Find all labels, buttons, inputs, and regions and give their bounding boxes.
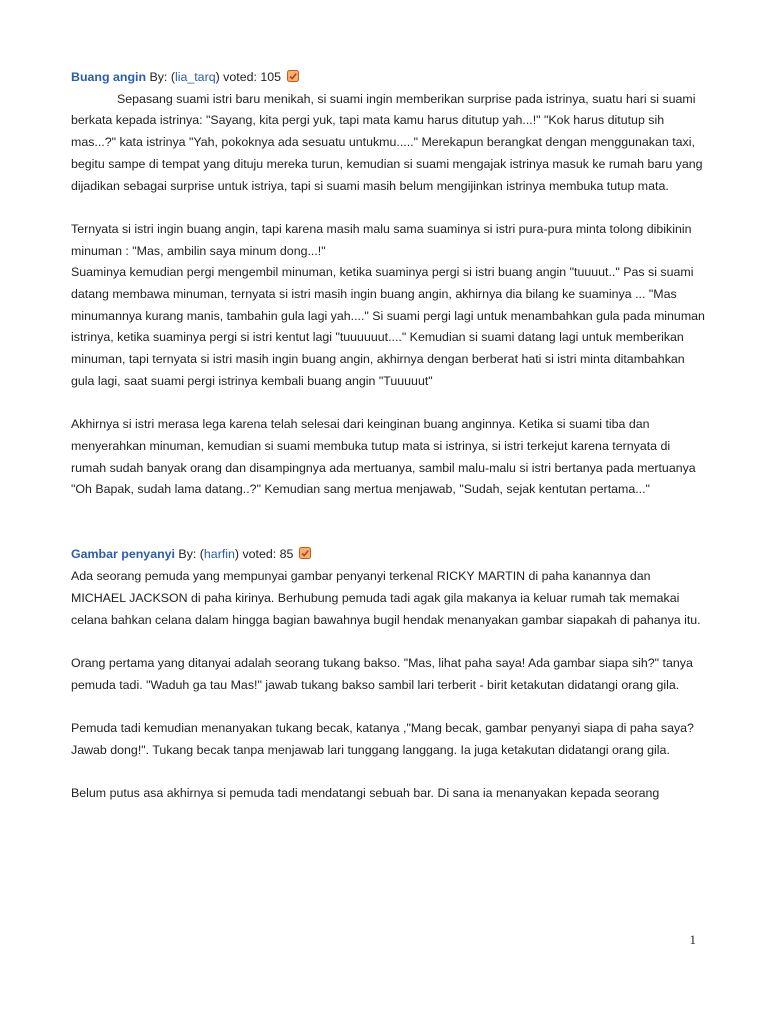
story-paragraph: Suaminya kemudian pergi mengembil minuman, ketika suaminya pergi si istri buang angin "tuuuut.." Pas si suami datang membawa minuman, ternyata si istri masih ingin buang angin, akhirnya dia bilang ke suaminya ... "Mas minumannya kurang manis, tambahin gula lagi yah...." Si suami pergi lagi untuk menambahkan gula pada minuman istrinya, ketika suaminya pergi si istri kentut lagi "tuuuuuut...." Kemudian si suami datang lagi untuk memberikan minuman, tapi ternyata si istri masih ingin buang angin, akhirnya dengan berberat hati si istri minta ditambahkan gula lagi, saat suami pergi istrinya kembali buang angin "Tuuuuut" — [71, 265, 705, 388]
story-paragraph: Sepasang suami istri baru menikah, si suami ingin memberikan surprise pada istrinya, suatu hari si suami berkata kepada istrinya: "Sayang, kita pergi yuk, tapi mata kamu harus ditutup yah...!" "Kok harus ditutup sih mas...?" kata istrinya "Yah, pokoknya ada sesuatu untukmu....." Merekapun berangkat dengan menggunakan taxi, begitu sampe di tempat yang dituju mereka turun, kemudian si suami mengajak istrinya masuk ke rumah baru yang dijadikan sebagai surprise untuk istriya, tapi si suami masih belum mengijinkan istrinya membuka tutup mata. — [71, 91, 703, 193]
story-header — [71, 544, 707, 566]
story-author-link[interactable]: harfin — [203, 547, 235, 562]
document-content — [71, 67, 707, 805]
vote-badge-icon[interactable] — [287, 68, 299, 80]
story-paragraph: Ternyata si istri ingin buang angin, tapi karena masih malu sama suaminya si istri pura-pura minta tolong dibikinin minuman : "Mas, ambilin saya minum dong...!" — [71, 221, 692, 258]
story-gambar-penyanyi — [71, 544, 707, 804]
story-by-label: By: ( — [146, 70, 175, 84]
story-title-link[interactable]: Buang angin — [71, 70, 147, 84]
vote-badge-icon[interactable] — [299, 545, 311, 557]
story-author-link[interactable]: lia_tarq — [174, 70, 216, 84]
story-buang-angin — [71, 67, 707, 501]
story-voted-label: ) voted: 105 — [215, 70, 282, 84]
page-number: 1 — [689, 932, 696, 947]
story-paragraph: Ada seorang pemuda yang mempunyai gambar penyanyi terkenal RICKY MARTIN di paha kanannya dan MICHAEL JACKSON di paha kirinya. Berhubung pemuda tadi agak gila makanya ia keluar rumah tak memakai celana bahkan celana dalam hingga bagian bawahnya bugil hendak menanyakan gambar siapakah di pahanya itu. — [71, 569, 701, 627]
story-paragraph: Orang pertama yang ditanyai adalah seorang tukang bakso. "Mas, lihat paha saya! Ada gambar siapa sih?" tanya pemuda tadi. "Waduh ga tau Mas!" jawab tukang bakso sambil lari terberit - birit ketakutan didatangi orang gila. — [71, 655, 693, 692]
story-paragraph: Belum putus asa akhirnya si pemuda tadi mendatangi sebuah bar. Di sana ia menanyakan kepada seorang — [71, 786, 660, 801]
story-paragraph: Akhirnya si istri merasa lega karena telah selesai dari keinginan buang anginnya. Ketika si suami tiba dan menyerahkan minuman, kemudian si suami membuka tutup mata si istrinya, si istri terkejut karena ternyata di rumah sudah banyak orang dan disampingnya ada mertuanya, sambil malu-malu si istri bertanya pada mertuanya "Oh Bapak, sudah lama datang..?" Kemudian sang mertua menjawab, "Sudah, sejak kentutan pertama..." — [71, 417, 696, 497]
story-title-link[interactable]: Gambar penyanyi — [71, 547, 175, 562]
story-voted-label: ) voted: 85 — [234, 547, 294, 562]
story-paragraph: Pemuda tadi kemudian menanyakan tukang becak, katanya ,"Mang becak, gambar penyanyi siapa di paha saya? Jawab dong!". Tukang becak tanpa menjawab lari tunggang langgang. Ia juga ketakutan didatangi orang gila. — [71, 721, 694, 757]
story-by-label: By: ( — [174, 547, 204, 562]
story-header — [71, 67, 707, 89]
